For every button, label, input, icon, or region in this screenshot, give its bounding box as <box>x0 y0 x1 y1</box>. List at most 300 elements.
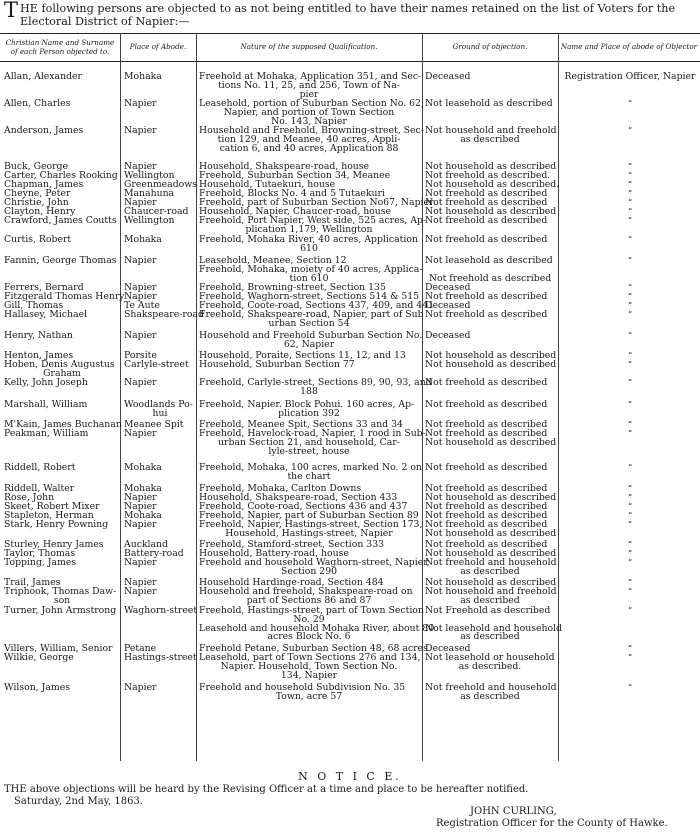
cell-ground <box>425 217 555 226</box>
cell-ground-line: Not freehold as described <box>425 419 548 430</box>
cell-ground-line: Not freehold as described <box>425 539 548 550</box>
cell-name-line: Taylor, Thomas <box>4 548 76 559</box>
cell-name-line: Stark, Henry Powning <box>4 519 109 530</box>
cell-abode-line: Mohaka <box>124 483 162 494</box>
cell-ground-line: Not household as described <box>425 527 557 539</box>
cell-abode <box>124 588 196 597</box>
cell-abode-line: Napier <box>124 291 157 302</box>
cell-ground-line: Not leasehold as described <box>425 255 553 266</box>
cell-ground-line: Deceased <box>425 330 471 341</box>
cell-qualification-line: lyle-street, house <box>268 445 350 457</box>
cell-qualification <box>199 309 424 329</box>
cell-objector: “ <box>627 198 633 207</box>
cell-qualification-line: Freehold, Carlyle-street, Sections 89, 90, 93, and <box>199 377 432 388</box>
cell-abode-line: Waghorn-street <box>124 605 198 616</box>
cell-qualification-line: Household, Suburban Section 77 <box>199 359 355 370</box>
cell-objector: “ <box>627 493 633 502</box>
cell-qualification-line: Household, Shakspeare-road, Section 433 <box>199 492 398 503</box>
cell-qualification-line: Freehold at Mohaka, Application 351, and Sec- <box>199 71 422 82</box>
cell-name <box>4 401 120 410</box>
cell-name-line: Riddell, Robert <box>4 462 76 473</box>
notice-body: THE above objections will be heard by the Revising Officer at a time and place to be hereafter notified. <box>4 784 529 795</box>
cell-qualification-line: Freehold Petane, Suburban Section 48, 68 acres <box>199 643 428 654</box>
cell-name-line: Sturley, Henry James <box>4 539 104 550</box>
cell-name-line: Wilkie, George <box>4 652 74 663</box>
cell-name-line: Henton, James <box>4 350 74 361</box>
cell-ground <box>425 521 555 539</box>
cell-abode-line: Napier <box>124 255 157 266</box>
cell-name-line: Kelly, John Joseph <box>4 377 88 388</box>
cell-name <box>4 521 120 530</box>
cell-ground <box>425 559 555 577</box>
cell-name-line: Triphook, Thomas Daw- <box>4 586 117 597</box>
cell-qualification-line: tion 610 <box>289 272 329 284</box>
cell-qualification <box>199 125 424 154</box>
cell-qualification-line: 62, Napier <box>283 338 335 350</box>
cell-ground-line: Not household as described <box>425 206 557 217</box>
cell-objector: “ <box>627 502 633 511</box>
cell-abode <box>124 257 196 266</box>
cell-abode-line: Napier <box>124 577 157 588</box>
cell-qualification-line: Section 290 <box>280 565 338 577</box>
cell-ground-line: Not freehold as described <box>425 309 548 320</box>
cell-abode-line: Auckland <box>124 539 168 550</box>
cell-name-line: Turner, John Armstrong <box>4 605 117 616</box>
cell-ground-line: as described. <box>458 660 522 672</box>
cell-abode <box>124 430 196 439</box>
cell-abode <box>124 73 196 82</box>
cell-qualification-line: Freehold, Shakspeare-road, Napier, part of Sub <box>199 309 424 320</box>
intro-text: HE following persons are objected to as not being entitled to have their names retained on the list of Voters for the Electoral District of Napier:— <box>20 2 676 28</box>
signer-name: JOHN CURLING, <box>470 806 557 817</box>
cell-ground-line: Not freehold as described <box>425 483 548 494</box>
header-name: Christian Name and Surname of each Person objected to. <box>5 38 115 56</box>
cell-ground <box>425 257 555 283</box>
cell-objector: “ <box>627 216 633 225</box>
cell-name-line: Clayton, Henry <box>4 206 76 217</box>
cell-ground <box>425 100 555 109</box>
cell-qualification-line: Leasehold, part of Town Sections 276 and 134, <box>199 652 421 663</box>
cell-qualification-line: Freehold, Waghorn-street, Sections 514 & 515 <box>199 291 420 302</box>
cell-abode-line: Napier <box>124 98 157 109</box>
cell-qualification <box>199 215 427 235</box>
cell-ground-line: Not household as described <box>425 350 557 361</box>
cell-ground-line: Not household as described <box>425 492 557 503</box>
cell-qualification <box>199 71 422 100</box>
cell-qualification <box>199 605 435 643</box>
cell-qualification-line: part of Sections 86 and 87 <box>246 594 372 606</box>
cell-abode <box>124 236 196 245</box>
cell-abode <box>124 521 196 530</box>
cell-ground-line: Not household as described <box>425 436 557 448</box>
cell-name <box>4 257 120 266</box>
cell-objector: “ <box>627 283 633 292</box>
cell-objector: “ <box>627 378 633 387</box>
cell-abode-line: Wellington <box>124 215 175 226</box>
cell-objector: “ <box>627 484 633 493</box>
cell-name-line: Fitzgerald Thomas Henry <box>4 291 125 302</box>
cell-name-line: son <box>53 594 71 606</box>
cell-name <box>4 464 120 473</box>
signer-title: Registration Officer for the County of Hawke. <box>436 818 668 829</box>
cell-abode <box>124 464 196 473</box>
cell-ground-line: Not household as described <box>425 161 557 172</box>
cell-name <box>4 607 120 616</box>
cell-ground-line: Not freehold as described <box>425 519 548 530</box>
cell-abode-line: Greenmeadows <box>124 179 197 190</box>
cell-ground <box>425 684 555 702</box>
cell-abode-line: Napier <box>124 501 157 512</box>
cell-qualification-line: Household, Tutaekuri, house <box>199 179 336 190</box>
cell-objector: “ <box>627 292 633 301</box>
cell-objector: “ <box>627 520 633 529</box>
cell-qualification-line: tions No. 11, 25, and 256, Town of Na- <box>218 79 400 91</box>
cell-ground-line: Not freehold as described <box>425 234 548 245</box>
cell-qualification-line: Household and Freehold, Browning-street, Sec- <box>199 125 424 136</box>
cell-name <box>4 311 120 320</box>
cell-objector: “ <box>627 235 633 244</box>
cell-name <box>4 236 120 245</box>
cell-qualification-line: Household and freehold, Shakspeare-road on <box>199 586 413 597</box>
cell-abode-line: Napier <box>124 125 157 136</box>
cell-objector: “ <box>627 207 633 216</box>
cell-ground <box>425 401 555 410</box>
cell-abode <box>124 217 196 226</box>
cell-qualification-line: Household, Battery-road, house <box>199 548 349 559</box>
cell-abode <box>124 100 196 109</box>
cell-qualification <box>199 401 419 419</box>
cell-abode-line: Hastings-street <box>124 652 197 663</box>
intro-paragraph <box>4 2 696 28</box>
cell-qualification <box>199 557 430 577</box>
cell-abode-line: Napier <box>124 282 157 293</box>
cell-objector: “ <box>627 463 633 472</box>
cell-abode <box>124 361 196 370</box>
cell-abode <box>124 309 204 320</box>
cell-ground-line: Deceased <box>425 643 471 654</box>
cell-objector: “ <box>627 578 633 587</box>
cell-objector: “ <box>627 540 633 549</box>
cell-name-line: Trail, James <box>4 577 61 588</box>
cell-name <box>4 361 120 379</box>
cell-qualification-line: Freehold, Coote-road, Sections 436 and 437 <box>199 501 408 512</box>
cell-abode-line: hui <box>152 407 168 419</box>
cell-qualification-line: urban Section 21, and household, Car- <box>218 436 400 448</box>
cell-abode <box>124 559 196 568</box>
cell-qualification-line: plication 392 <box>278 407 340 419</box>
cell-qualification-line: Freehold and household Waghorn-street, Napier, <box>199 557 430 568</box>
cell-objector: “ <box>627 351 633 360</box>
cell-name <box>4 654 120 663</box>
cell-abode-line: Napier <box>124 586 157 597</box>
cell-name <box>4 100 120 109</box>
cell-ground-line: Not leasehold and household <box>425 622 562 634</box>
cell-qualification-line: Household, Poraite, Sections 11, 12, and 13 <box>199 350 406 361</box>
cell-ground <box>425 464 555 473</box>
cell-abode-line: Napier <box>124 428 157 439</box>
cell-abode-line: Porsite <box>124 350 157 361</box>
cell-ground-line: Not Freehold as described <box>425 605 551 616</box>
cell-abode-line: Mohaka <box>124 510 162 521</box>
header-objector: Name and Place of abode of Objector <box>560 42 698 52</box>
cell-ground-line: Not freehold as described <box>425 215 548 226</box>
cell-qualification <box>199 330 423 350</box>
cell-objector: “ <box>627 189 633 198</box>
cell-ground-line: Not freehold as described. <box>425 170 551 181</box>
cell-abode <box>124 684 196 693</box>
cell-objector: “ <box>627 180 633 189</box>
cell-qualification <box>199 684 419 702</box>
cell-name <box>4 588 120 606</box>
cell-ground <box>425 311 555 320</box>
cell-qualification <box>199 236 419 254</box>
cell-name-line: Rose, John <box>4 492 55 503</box>
cell-qualification <box>199 255 423 284</box>
cell-qualification-line: Freehold, Port Napier, West side, 525 acres, Ap- <box>199 215 427 226</box>
cell-ground-line: as described <box>460 631 520 643</box>
cell-abode-line: Chaucer-road <box>124 206 189 217</box>
cell-objector: “ <box>627 171 633 180</box>
cell-abode-line: Shakspeare-road <box>124 309 204 320</box>
notice-date: Saturday, 2nd May, 1863. <box>14 796 143 807</box>
cell-ground-line: as described <box>460 594 520 606</box>
cell-name-line: Allen, Charles <box>4 98 71 109</box>
cell-ground-line: Not leasehold or household <box>425 652 555 663</box>
cell-abode-line: Napier <box>124 161 157 172</box>
cell-name-line: Fannin, George Thomas <box>4 255 117 266</box>
cell-name <box>4 217 120 226</box>
cell-qualification-line: Freehold, Stamford-street, Section 333 <box>199 539 385 550</box>
cell-qualification-line: No. 29 <box>293 613 325 625</box>
cell-objector: “ <box>627 162 633 171</box>
cell-ground-line: Not household as described <box>425 359 557 370</box>
cell-abode-line: Napier <box>124 377 157 388</box>
objections-table-body <box>0 60 700 760</box>
cell-qualification-line: Household Hardinge-road, Section 484 <box>199 577 384 588</box>
cell-qualification-line: Freehold, part of Suburban Section No67, Napier <box>199 197 434 208</box>
cell-objector: “ <box>627 606 633 615</box>
cell-objector: “ <box>627 511 633 520</box>
cell-abode-line: Battery-road <box>124 548 184 559</box>
cell-abode-line: Napier <box>124 682 157 693</box>
cell-abode-line: Napier <box>124 492 157 503</box>
cell-objector: “ <box>627 653 633 662</box>
cell-name-line: Hallasey, Michael <box>4 309 88 320</box>
cell-ground-line: as described <box>460 565 520 577</box>
cell-qualification <box>199 519 423 539</box>
cell-qualification-line: 610 <box>300 242 318 254</box>
cell-name-line: Carter, Charles Rooking <box>4 170 118 181</box>
cell-qualification-line: acres Block No. 6 <box>267 631 351 643</box>
cell-qualification-line: Freehold, Napier, part of Suburban Section 89 <box>199 510 419 521</box>
cell-name <box>4 73 120 82</box>
notice-title: N O T I C E. <box>298 770 402 783</box>
cell-ground-line: Not freehold as described <box>425 462 548 473</box>
cell-objector: “ <box>627 301 633 310</box>
table-header <box>0 33 700 62</box>
cell-ground-line: Not leasehold as described <box>425 98 553 109</box>
cell-qualification-line: Freehold, Napier, Hastings-street, Section 173, <box>199 519 423 530</box>
cell-name-line: Stapleton, Herman <box>4 510 94 521</box>
cell-abode-line: Napier <box>124 197 157 208</box>
cell-ground-line: Not household as described <box>425 577 557 588</box>
cell-qualification-line: the chart <box>287 470 331 482</box>
cell-objector: “ <box>627 587 633 596</box>
cell-ground <box>425 361 555 370</box>
cell-qualification-line: Freehold, Blocks No. 4 and 5 Tutaekuri <box>199 188 385 199</box>
cell-ground <box>425 73 555 82</box>
cell-ground-line: as described <box>460 133 520 145</box>
cell-ground <box>425 605 562 643</box>
cell-name-line: Buck, George <box>4 161 68 172</box>
cell-name-line: Villers, William, Senior <box>4 643 113 654</box>
cell-qualification-line: Napier, and portion of Town Section <box>223 106 395 118</box>
cell-qualification <box>199 428 426 457</box>
cell-abode <box>124 607 196 616</box>
cell-qualification-line: Town, acre 57 <box>275 690 343 702</box>
cell-name-line: Ferrers, Bernard <box>4 282 84 293</box>
cell-ground-line: Not freehold as described <box>425 188 548 199</box>
header-abode: Place of Abode. <box>129 42 187 52</box>
cell-abode-line: Mohaka <box>124 462 162 473</box>
cell-qualification-line: Household, Hastings-street, Napier <box>225 527 393 539</box>
cell-abode-line: Wellington <box>124 170 175 181</box>
cell-abode <box>124 379 196 388</box>
cell-name <box>4 127 120 136</box>
cell-qualification <box>199 361 419 370</box>
cell-ground-line: Not household as described <box>425 548 557 559</box>
cell-name-line: Cheyne, Peter <box>4 188 71 199</box>
cell-abode-line: Petane <box>124 643 157 654</box>
cell-qualification-line: No. 143, Napier <box>271 115 347 127</box>
cell-abode-line: Meanee Spit <box>124 419 184 430</box>
cell-qualification <box>199 98 424 127</box>
cell-abode-line: Napier <box>124 557 157 568</box>
cell-qualification-line: Freehold, Suburban Section 34, Meanee <box>199 170 391 181</box>
cell-objector: “ <box>627 331 633 340</box>
drop-cap: T <box>4 0 19 22</box>
cell-qualification-line: Leasehold, portion of Suburban Section No. 62, <box>199 98 424 109</box>
cell-name-line: Graham <box>43 367 81 379</box>
cell-ground-line: Deceased <box>425 300 471 311</box>
cell-abode-line: Carlyle-street <box>124 359 189 370</box>
cell-qualification-line: Freehold, Napier. Block Pohui. 160 acres, Ap- <box>199 399 415 410</box>
cell-name-line: Gill, Thomas <box>4 300 64 311</box>
cell-ground-line: Not freehold and household <box>425 557 557 568</box>
cell-qualification-line: 134, Napier <box>280 669 338 681</box>
cell-name <box>4 332 120 341</box>
cell-qualification-line: Household and Freehold Suburban Section No. <box>199 330 423 341</box>
cell-name-line: Chapman, James <box>4 179 84 190</box>
cell-ground <box>425 379 555 388</box>
cell-qualification-line: Freehold, Hastings-street, part of Town Section <box>199 605 424 616</box>
cell-ground <box>425 588 555 606</box>
cell-qualification-line: plication 1,179, Wellington <box>245 223 373 235</box>
cell-name-line: Riddell, Walter <box>4 483 75 494</box>
cell-ground-line: Not freehold as described <box>425 428 548 439</box>
cell-objector: “ <box>627 644 633 653</box>
cell-qualification <box>199 462 422 482</box>
header-ground: Ground of objection. <box>452 42 528 52</box>
header-qualification: Nature of the supposed Qualification. <box>240 42 378 52</box>
cell-qualification-line: 188 <box>300 385 318 397</box>
cell-qualification-line: Freehold, Mohaka River, 40 acres, Application <box>199 234 418 245</box>
cell-abode <box>124 654 196 663</box>
cell-abode-line: Woodlands Po- <box>124 399 193 410</box>
cell-objector: “ <box>627 683 633 692</box>
cell-name <box>4 430 120 439</box>
cell-objector: “ <box>627 420 633 429</box>
cell-qualification <box>199 588 419 606</box>
cell-objector: “ <box>627 429 633 438</box>
cell-ground-line: Not freehold as described <box>425 197 548 208</box>
cell-name-line: Curtis, Robert <box>4 234 72 245</box>
cell-qualification-line: Freehold, Coote-road, Sections 437, 409, and 441 <box>199 300 435 311</box>
cell-name-line: Peakman, William <box>4 428 89 439</box>
cell-name-line: Marshall, William <box>4 399 88 410</box>
cell-objector: “ <box>627 126 633 135</box>
cell-ground <box>425 332 555 341</box>
cell-ground-line: Not freehold as described <box>425 291 548 302</box>
cell-ground-line: Not freehold as described <box>425 399 548 410</box>
cell-qualification-line: Household, Napier, Chaucer-road, house <box>199 206 392 217</box>
cell-objector: “ <box>627 549 633 558</box>
cell-qualification-line: pier <box>299 88 319 100</box>
cell-name <box>4 559 120 568</box>
cell-qualification-line: Freehold, Mohaka, 100 acres, marked No. 2 on <box>199 462 422 473</box>
cell-name <box>4 379 120 388</box>
cell-ground-line: Deceased <box>425 282 471 293</box>
cell-qualification-line: Freehold and household Subdivision No. 35 <box>199 682 406 693</box>
cell-ground <box>425 127 555 145</box>
cell-name-line: Hoben, Denis Augustus <box>4 359 115 370</box>
cell-abode <box>124 332 196 341</box>
cell-abode-line: Napier <box>124 330 157 341</box>
cell-ground <box>425 430 555 448</box>
cell-objector: “ <box>627 256 633 265</box>
cell-name-line: Wilson, James <box>4 682 70 693</box>
cell-qualification-line: Household, Shakspeare-road, house <box>199 161 370 172</box>
cell-qualification-line: Leasehold, Meanee, Section 12 <box>199 255 347 266</box>
cell-ground-line: Deceased <box>425 71 471 82</box>
cell-objector: Registration Officer, Napier <box>564 71 696 82</box>
cell-name-line: Allan, Alexander <box>4 71 82 82</box>
cell-qualification-line: cation 6, and 40 acres, Application 88 <box>219 142 399 154</box>
cell-name <box>4 684 120 693</box>
cell-qualification-line: Freehold, Havelock-road, Napier, 1 rood in Sub- <box>199 428 426 439</box>
cell-ground <box>425 654 555 672</box>
cell-name-line: Henry, Nathan <box>4 330 73 341</box>
cell-abode-line: Mohaka <box>124 71 162 82</box>
cell-ground-line: Not freehold as described <box>425 377 548 388</box>
cell-name-line: Anderson, James <box>4 125 84 136</box>
cell-ground-line: Not freehold as described <box>425 510 548 521</box>
cell-name-line: Christie, John <box>4 197 69 208</box>
cell-name-line: Skeet, Robert Mixer <box>4 501 100 512</box>
cell-objector: “ <box>627 558 633 567</box>
cell-qualification <box>199 377 432 397</box>
cell-qualification-line: Freehold, Meanee Spit, Sections 33 and 34 <box>199 419 403 430</box>
cell-ground-line: Not freehold as described <box>428 272 552 284</box>
cell-qualification-line: tion 129, and Meanee, 40 acres, Appli- <box>217 133 401 145</box>
cell-abode-line: Te Aute <box>124 300 160 311</box>
cell-abode <box>124 401 196 419</box>
cell-objector: “ <box>627 360 633 369</box>
cell-objector: “ <box>627 99 633 108</box>
cell-abode-line: Napier <box>124 519 157 530</box>
cell-qualification-line: Freehold, Mohaka, Carlton Downs <box>199 483 362 494</box>
cell-ground-line: Not household and freehold <box>425 586 557 597</box>
